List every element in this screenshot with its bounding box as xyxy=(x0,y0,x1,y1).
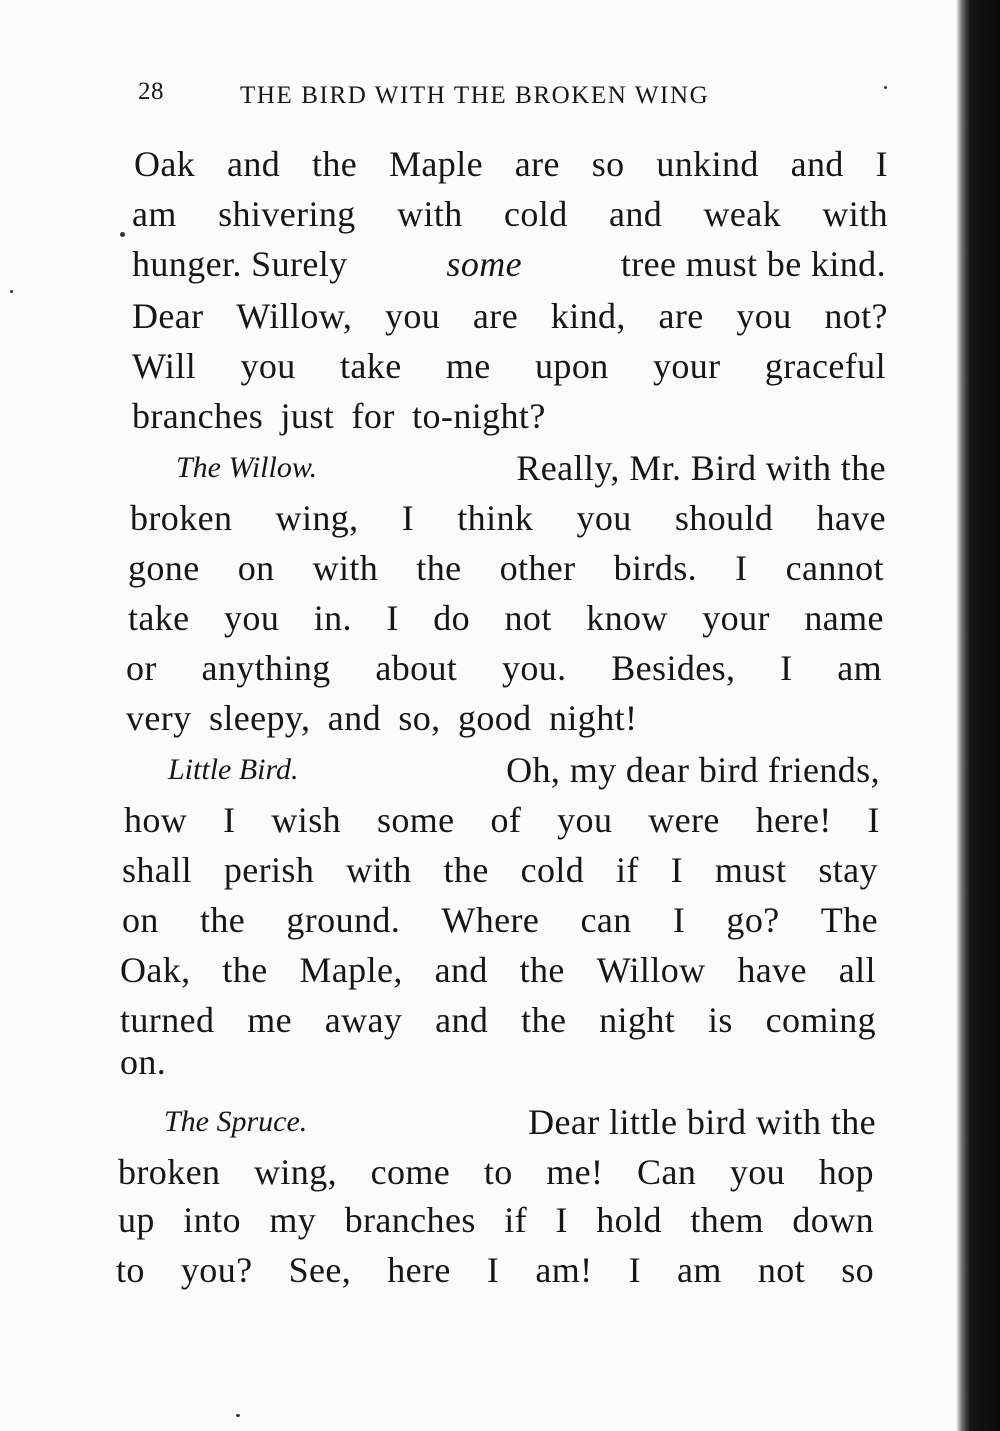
scan-speck xyxy=(10,290,13,293)
word: I xyxy=(670,850,684,890)
word: on xyxy=(237,548,275,588)
text-line: very sleepy, and so, good night! xyxy=(126,698,638,738)
word: coming xyxy=(765,1000,876,1040)
page-header xyxy=(138,78,838,118)
word: am xyxy=(837,648,882,688)
word: about xyxy=(375,648,458,688)
word: broken xyxy=(118,1152,221,1192)
text-line xyxy=(116,1248,874,1292)
word: is xyxy=(707,1000,733,1040)
word: the xyxy=(416,548,462,588)
word: if xyxy=(504,1200,527,1240)
word: and xyxy=(435,1000,489,1040)
word: with xyxy=(397,194,463,234)
word: gone xyxy=(128,548,200,588)
word: Dear xyxy=(132,296,204,336)
scan-edge-shadow xyxy=(956,0,1000,1431)
word: how xyxy=(124,800,188,840)
word: are xyxy=(514,144,560,184)
word: can xyxy=(580,900,632,940)
word: take xyxy=(340,346,402,386)
scan-speck xyxy=(236,1414,240,1417)
word: your xyxy=(702,598,770,638)
word: am! xyxy=(535,1250,593,1290)
word: me! xyxy=(546,1152,604,1192)
word: take xyxy=(128,598,190,638)
text-line xyxy=(128,546,884,590)
word: all xyxy=(838,950,876,990)
word: here! xyxy=(755,800,832,840)
word: Where xyxy=(441,900,540,940)
word: wish xyxy=(271,800,342,840)
word: you. xyxy=(501,648,567,688)
word: have xyxy=(737,950,807,990)
word: Besides, xyxy=(611,648,736,688)
word: Will xyxy=(132,346,197,386)
word: you xyxy=(576,498,632,538)
text-line xyxy=(120,948,876,992)
word: unkind xyxy=(656,144,759,184)
text-line: on. xyxy=(120,1042,167,1082)
text-line: branches just for to-night? xyxy=(132,396,546,436)
word: them xyxy=(690,1200,764,1240)
word: Willow xyxy=(596,950,706,990)
word: so xyxy=(841,1250,874,1290)
word: you xyxy=(729,1152,786,1192)
word: I xyxy=(628,1250,641,1290)
word: I xyxy=(401,498,415,538)
text-fragment: Really, Mr. Bird with the xyxy=(516,448,886,488)
text-line xyxy=(122,898,878,942)
word: and xyxy=(790,144,844,184)
speaker-label: The Spruce. xyxy=(164,1105,308,1138)
emphasis-word: some xyxy=(446,244,522,284)
word: stay xyxy=(818,850,878,890)
word: I xyxy=(867,800,880,840)
word: I xyxy=(875,144,888,184)
word: and xyxy=(227,144,281,184)
word: to xyxy=(116,1250,145,1290)
word: and xyxy=(434,950,488,990)
word: shall xyxy=(122,850,192,890)
word: cold xyxy=(520,850,585,890)
word: here xyxy=(387,1250,451,1290)
word: away xyxy=(324,1000,403,1040)
word: The xyxy=(820,900,878,940)
word: come xyxy=(370,1152,451,1192)
word: shivering xyxy=(218,194,356,234)
word: go? xyxy=(726,900,780,940)
word: Maple xyxy=(389,144,483,184)
word: See, xyxy=(288,1250,352,1290)
word: cold xyxy=(504,194,568,234)
word: some xyxy=(376,800,455,840)
text-line xyxy=(176,446,886,490)
running-title: THE BIRD WITH THE BROKEN WING xyxy=(240,82,710,109)
word: upon xyxy=(535,346,609,386)
word: branches xyxy=(344,1200,476,1240)
word: other xyxy=(499,548,576,588)
word: have xyxy=(816,498,886,538)
text-line xyxy=(122,848,878,892)
word: I xyxy=(672,900,686,940)
word: so xyxy=(591,144,625,184)
word: you xyxy=(385,296,441,336)
text-line xyxy=(118,1198,874,1242)
text-line xyxy=(124,798,880,842)
word: my xyxy=(269,1200,317,1240)
speaker-label: Little Bird. xyxy=(168,753,299,786)
word: and xyxy=(608,194,663,234)
word: you xyxy=(240,346,296,386)
word: do xyxy=(433,598,471,638)
word: wing, xyxy=(254,1152,337,1192)
word: ground. xyxy=(286,900,401,940)
text-fragment: Dear little bird with the xyxy=(528,1102,876,1142)
word: broken xyxy=(130,498,233,538)
word: turned xyxy=(120,1000,215,1040)
text-fragment: hunger. Surely xyxy=(132,244,348,284)
word: you xyxy=(557,800,613,840)
word: are xyxy=(658,296,704,336)
word: the xyxy=(519,950,565,990)
text-line xyxy=(132,344,886,388)
word: I xyxy=(486,1250,500,1290)
word: with xyxy=(312,548,379,588)
word: graceful xyxy=(764,346,886,386)
word: think xyxy=(457,498,534,538)
text-line xyxy=(134,142,888,186)
word: name xyxy=(804,598,884,638)
word: I xyxy=(386,598,399,638)
word: of xyxy=(490,800,522,840)
word: were xyxy=(648,800,720,840)
word: I xyxy=(555,1200,568,1240)
word: should xyxy=(674,498,774,538)
word: you? xyxy=(180,1250,253,1290)
text-line xyxy=(130,496,886,540)
word: night xyxy=(599,1000,676,1040)
word: weak xyxy=(703,194,782,234)
text-line xyxy=(168,748,880,792)
text-line xyxy=(120,998,876,1042)
word: in. xyxy=(313,598,352,638)
text-line xyxy=(132,294,888,338)
word: not xyxy=(757,1250,806,1290)
word: the xyxy=(521,1000,567,1040)
word: you xyxy=(224,598,280,638)
word: the xyxy=(312,144,358,184)
word: or xyxy=(126,648,157,688)
word: not? xyxy=(824,296,888,336)
word: you xyxy=(736,296,792,336)
word: are xyxy=(472,296,519,336)
word: I xyxy=(735,548,748,588)
speaker-label: The Willow. xyxy=(176,451,318,484)
word: on xyxy=(122,900,159,940)
word: am xyxy=(677,1250,722,1290)
text-line xyxy=(128,596,884,640)
word: perish xyxy=(223,850,315,890)
word: am xyxy=(132,194,177,234)
word: with xyxy=(822,194,888,234)
scan-speck xyxy=(884,86,887,89)
word: me xyxy=(445,346,491,386)
word: up xyxy=(118,1200,155,1240)
text-line xyxy=(132,242,886,286)
text-line xyxy=(132,192,888,236)
text-line xyxy=(126,646,882,690)
word: if xyxy=(616,850,639,890)
text-line xyxy=(164,1100,876,1144)
word: Maple, xyxy=(299,950,403,990)
scan-speck xyxy=(120,232,125,237)
word: birds. xyxy=(613,548,698,588)
text-fragment: Oh, my dear bird friends, xyxy=(506,750,880,790)
word: the xyxy=(443,850,489,890)
word: wing, xyxy=(275,498,359,538)
word: Oak xyxy=(134,144,196,184)
word: Willow, xyxy=(236,296,353,336)
text-fragment: tree must be kind. xyxy=(620,244,886,284)
word: Oak, xyxy=(120,950,191,990)
word: hop xyxy=(818,1152,874,1192)
text-line xyxy=(118,1150,874,1194)
word: cannot xyxy=(785,548,884,588)
word: I xyxy=(223,800,236,840)
word: me xyxy=(247,1000,292,1040)
word: the xyxy=(222,950,268,990)
word: anything xyxy=(201,648,331,688)
word: to xyxy=(483,1152,513,1192)
word: with xyxy=(346,850,412,890)
word: your xyxy=(652,346,721,386)
word: kind, xyxy=(550,296,626,336)
word: the xyxy=(200,900,246,940)
word: I xyxy=(780,648,793,688)
word: into xyxy=(183,1200,241,1240)
page-number: 28 xyxy=(138,78,164,105)
word: know xyxy=(586,598,668,638)
word: must xyxy=(714,850,787,890)
word: not xyxy=(504,598,552,638)
word: down xyxy=(792,1200,874,1240)
word: hold xyxy=(596,1200,662,1240)
word: Can xyxy=(637,1152,697,1192)
